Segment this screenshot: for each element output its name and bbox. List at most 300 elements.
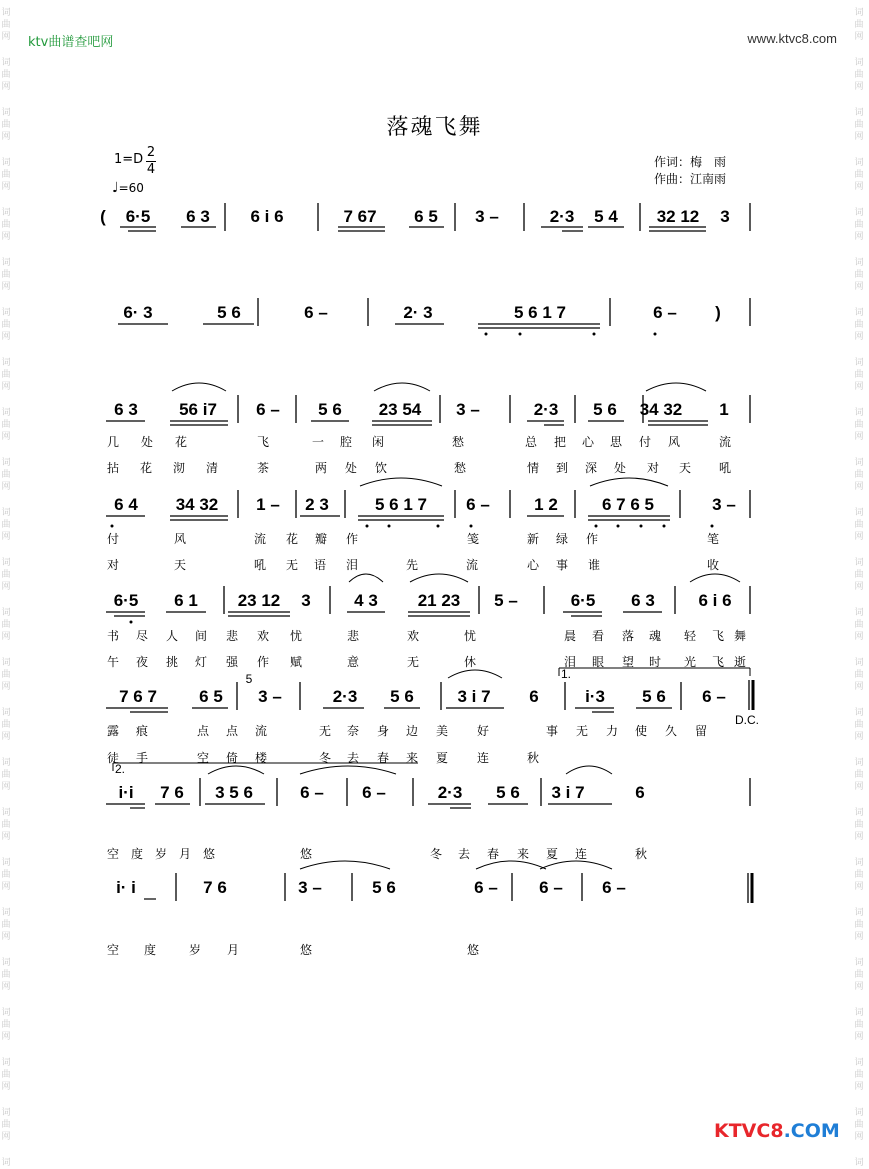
note-group: i·i (118, 783, 134, 802)
note-group: 6·5 (125, 207, 151, 226)
lyric-char: 眼 (591, 655, 605, 669)
note-group: 6 3 (186, 207, 210, 226)
lyric-char: 谁 (587, 558, 601, 572)
watermark-char: 网 (854, 682, 864, 692)
watermark-char: 词 (1, 958, 11, 968)
note-group: 34 32 (175, 495, 219, 514)
note-group: 3 i 7 (457, 687, 491, 706)
watermark-char: 网 (854, 432, 864, 442)
watermark-char: 网 (1, 632, 11, 642)
note-group: 5 6 (642, 687, 666, 706)
note-group: 6 i 6 (698, 591, 732, 610)
watermark-char: 词 (1, 108, 11, 118)
watermark-char: 网 (854, 482, 864, 492)
lyric-char: 流 (253, 532, 267, 546)
watermark-char: 词 (1, 608, 11, 618)
lyric-char: 清 (205, 461, 219, 475)
note-group: 6 4 (114, 495, 138, 514)
note-group: 1 (719, 400, 729, 419)
watermark-char: 曲 (854, 920, 864, 930)
tempo-value: =60 (118, 181, 144, 195)
lyric-char: 秋 (634, 847, 648, 861)
watermark-char: 网 (1, 682, 11, 692)
note-group: 2·3 (437, 783, 463, 802)
watermark-char: 曲 (1, 320, 11, 330)
watermark-char: 曲 (854, 770, 864, 780)
watermark-char: 曲 (854, 220, 864, 230)
lyric-char: 夜 (135, 655, 149, 669)
watermark-char: 网 (1, 1032, 11, 1042)
lyric-char: 秋 (526, 751, 540, 765)
slur (646, 383, 706, 391)
lyric-char: 春 (376, 751, 390, 765)
lyric-char: 悠 (299, 847, 313, 861)
lyric-char: 倚 (225, 751, 239, 765)
note-group: 32 12 (656, 207, 700, 226)
lyric-char: 灯 (194, 655, 208, 669)
note-group: 7 6 (203, 878, 227, 897)
watermark-char: 网 (1, 282, 11, 292)
watermark-char: 网 (1, 82, 11, 92)
note-group: 7 67 (343, 207, 377, 226)
lyric-char: 楼 (254, 751, 268, 765)
watermark-char: 曲 (1, 1120, 11, 1130)
lyric-char: 无 (318, 724, 332, 738)
watermark-char: 网 (1, 232, 11, 242)
logo-suffix: .COM (783, 1120, 840, 1142)
lyric-char: 事 (545, 724, 559, 738)
watermark-char: 曲 (1, 670, 11, 680)
lyric-char: 飞 (711, 655, 725, 669)
lyric-char: 岁 (188, 943, 202, 957)
lyric-char: 夏 (435, 751, 449, 765)
note-group: 23 12 (237, 591, 281, 610)
lyric-char: 时 (648, 655, 662, 669)
lyric-char: 尽 (135, 629, 149, 643)
watermark-char: 词 (854, 708, 864, 718)
watermark-char: 词 (1, 58, 11, 68)
watermark-char: 曲 (854, 320, 864, 330)
note-group: i· i (116, 878, 136, 897)
note-group: ) (715, 303, 721, 322)
note-group: 21 23 (417, 591, 461, 610)
lyric-char: 力 (605, 724, 619, 738)
watermark-char: 网 (854, 932, 864, 942)
watermark-char: 网 (1, 582, 11, 592)
lyric-char: 把 (553, 435, 567, 449)
watermark-char: 曲 (854, 970, 864, 980)
lyricist-credit: 作词：梅 雨 (654, 155, 727, 169)
lyric-char: 作 (345, 532, 359, 546)
watermark-char: 曲 (1, 520, 11, 530)
note-group: 6 1 (174, 591, 198, 610)
lyric-char: 强 (225, 655, 239, 669)
lyric-char: 笔 (706, 532, 720, 546)
octave-dot (654, 333, 657, 336)
watermark-char: 网 (1, 332, 11, 342)
note-group: 3 5 6 (215, 783, 253, 802)
watermark-char: 词 (1, 708, 11, 718)
watermark-char: 网 (1, 482, 11, 492)
lyric-char: 度 (143, 943, 157, 957)
watermark-char: 网 (854, 232, 864, 242)
lyric-char: 赋 (289, 655, 303, 669)
note-group: 6 – (702, 687, 726, 706)
lyric-char: 空 (106, 847, 120, 861)
note-group: 6 3 (631, 591, 655, 610)
site-url-right[interactable]: www.ktvc8.com (747, 31, 837, 46)
lyric-char: 望 (621, 655, 635, 669)
watermark-char: 词 (1, 1158, 11, 1168)
lyric-char: 情 (526, 461, 540, 475)
watermark-char: 词 (1, 808, 11, 818)
watermark-char: 网 (1, 832, 11, 842)
time-signature-top: 2 (146, 145, 156, 160)
note-group: 6 – (466, 495, 490, 514)
watermark-char: 曲 (1, 370, 11, 380)
watermark-char: 词 (854, 58, 864, 68)
watermark-char: 词 (854, 658, 864, 668)
lyric-char: 岁 (154, 847, 168, 861)
watermark-char: 网 (854, 882, 864, 892)
lyric-char: 留 (694, 724, 708, 738)
watermark-char: 词 (854, 358, 864, 368)
lyric-char: 空 (196, 751, 210, 765)
note-group: 5 6 (390, 687, 414, 706)
note-group: 6·5 (570, 591, 596, 610)
watermark-char: 词 (854, 1058, 864, 1068)
watermark-char: 曲 (854, 570, 864, 580)
lyric-char: 去 (346, 751, 360, 765)
lyric-char: 花 (139, 461, 153, 475)
watermark-char: 曲 (1, 1020, 11, 1030)
note-group: 3 i 7 (551, 783, 585, 802)
lyric-char: 处 (613, 461, 627, 475)
watermark-char: 词 (854, 1158, 864, 1168)
lyric-char: 冬 (429, 847, 443, 861)
lyric-char: 美 (435, 724, 449, 738)
lyric-char: 流 (718, 435, 732, 449)
ktvc8-logo (714, 1120, 840, 1142)
lyric-char: 笺 (466, 532, 480, 546)
watermark-char: 词 (1, 858, 11, 868)
watermark-char: 曲 (854, 820, 864, 830)
watermark-char: 词 (1, 1058, 11, 1068)
note-group: 34 32 (639, 400, 683, 419)
lyric-char: 夏 (545, 847, 559, 861)
note-group: 6 (635, 783, 645, 802)
lyric-char: 绿 (555, 532, 569, 546)
lyric-char: 书 (106, 629, 120, 643)
watermark-char: 词 (1, 158, 11, 168)
note-group: 6 – (304, 303, 328, 322)
site-name-left[interactable]: ktv曲谱查吧网 (28, 35, 114, 50)
lyric-char: 心 (526, 558, 540, 572)
slur (690, 574, 740, 582)
octave-dot (595, 525, 598, 528)
note-group: 2·3 (549, 207, 575, 226)
watermark-char: 曲 (1, 870, 11, 880)
slur (410, 574, 468, 582)
note-group: 5 6 (318, 400, 342, 419)
slur (208, 766, 264, 774)
lyric-char: 新 (526, 532, 540, 546)
watermark-char: 曲 (1, 20, 11, 30)
watermark-char: 网 (854, 782, 864, 792)
lyric-char: 悲 (225, 629, 239, 643)
watermark-char: 词 (1, 8, 11, 18)
note-group: 6· 3 (123, 303, 153, 322)
lyric-char: 饮 (374, 461, 388, 475)
lyric-char: 事 (555, 558, 569, 572)
slur (590, 478, 668, 486)
lyric-char: 拈 (106, 461, 120, 475)
note-group: 6 i 6 (250, 207, 284, 226)
lyric-char: 沏 (172, 461, 186, 475)
watermark-char: 词 (854, 208, 864, 218)
lyric-char: 光 (683, 655, 697, 669)
lyric-char: 空 (106, 943, 120, 957)
lyric-char: 腔 (339, 435, 353, 449)
note-group: 6 – (602, 878, 626, 897)
lyric-char: 点 (196, 724, 210, 738)
first-ending-label: 1. (560, 667, 572, 681)
watermark-char: 曲 (1, 270, 11, 280)
lyric-char: 风 (173, 532, 187, 546)
note-group: i·3 (585, 687, 605, 706)
watermark-char: 网 (854, 132, 864, 142)
slur (172, 383, 226, 391)
note-group: 5 – (494, 591, 518, 610)
watermark-char: 网 (1, 432, 11, 442)
watermark-char: 词 (854, 158, 864, 168)
second-ending-label: 2. (114, 762, 126, 776)
watermark-char: 曲 (1, 820, 11, 830)
watermark-char: 词 (854, 108, 864, 118)
lyric-char: 思 (609, 435, 623, 449)
watermark-char: 曲 (1, 1070, 11, 1080)
watermark-char: 网 (854, 1132, 864, 1142)
watermark-char: 曲 (1, 120, 11, 130)
watermark-char: 词 (854, 308, 864, 318)
watermark-char: 词 (1, 358, 11, 368)
lyric-char: 忧 (289, 629, 303, 643)
watermark-char: 网 (1, 182, 11, 192)
octave-dot (437, 525, 440, 528)
lyric-char: 收 (706, 558, 720, 572)
lyric-char: 无 (575, 724, 589, 738)
note-group: 5 6 1 7 (514, 303, 566, 322)
lyric-char: 点 (225, 724, 239, 738)
watermark-char: 曲 (854, 20, 864, 30)
logo-main: KTVC8 (714, 1120, 784, 1142)
lyric-char: 去 (457, 847, 471, 861)
note-group: 5 6 (217, 303, 241, 322)
watermark-char: 曲 (1, 720, 11, 730)
note-group: 4 3 (354, 591, 378, 610)
note-group: 3 – (298, 878, 322, 897)
song-title: 落魂飞舞 (386, 115, 483, 140)
note-group: 3 – (456, 400, 480, 419)
watermark-char: 词 (854, 558, 864, 568)
octave-dot (519, 333, 522, 336)
watermark-char: 网 (1, 1082, 11, 1092)
lyric-char: 语 (313, 558, 327, 572)
watermark-char: 词 (854, 1108, 864, 1118)
watermark-char: 网 (854, 332, 864, 342)
note-group: 2·3 (332, 687, 358, 706)
dc-repeat-mark: D.C. (735, 713, 759, 727)
lyric-char: 月 (226, 943, 240, 957)
note-group: 6 3 (114, 400, 138, 419)
watermark-char: 网 (854, 732, 864, 742)
watermark-char: 网 (1, 382, 11, 392)
watermark-char: 曲 (1, 570, 11, 580)
lyric-char: 意 (346, 655, 360, 669)
lyric-char: 无 (285, 558, 299, 572)
lyric-char: 处 (140, 435, 154, 449)
lyric-char: 两 (314, 461, 328, 475)
lyric-char: 月 (178, 847, 192, 861)
watermark-char: 网 (854, 832, 864, 842)
watermark-char: 曲 (1, 70, 11, 80)
note-group: 56 i7 (179, 400, 217, 419)
watermark-char: 曲 (854, 720, 864, 730)
lyric-char: 欢 (406, 629, 420, 643)
lyric-char: 天 (678, 461, 692, 475)
lyric-char: 总 (524, 435, 538, 449)
watermark-char: 词 (854, 8, 864, 18)
note-group: 5 4 (594, 207, 618, 226)
watermark-char: 词 (854, 858, 864, 868)
note-group: 3 – (258, 687, 282, 706)
lyric-char: 无 (406, 655, 420, 669)
lyric-char: 休 (463, 655, 477, 669)
lyric-char: 间 (194, 629, 208, 643)
watermark-char: 曲 (854, 120, 864, 130)
watermark-char: 曲 (854, 1020, 864, 1030)
octave-dot (111, 525, 114, 528)
slur (448, 670, 502, 678)
lyric-char: 吼 (718, 461, 732, 475)
watermark-char: 曲 (1, 620, 11, 630)
lyric-char: 流 (465, 558, 479, 572)
composer-credit: 作曲：江南雨 (654, 172, 727, 186)
watermark-char: 词 (1, 258, 11, 268)
watermark-char: 曲 (1, 970, 11, 980)
lyric-char: 愁 (451, 435, 465, 449)
lyric-char: 落 (621, 629, 635, 643)
lyric-char: 心 (581, 435, 595, 449)
watermark-char: 曲 (854, 270, 864, 280)
watermark-char: 词 (1, 308, 11, 318)
note-group: 5 6 (372, 878, 396, 897)
watermark-char: 网 (1, 532, 11, 542)
watermark-char: 网 (1, 932, 11, 942)
note-group: 6 5 (199, 687, 223, 706)
watermark-char: 词 (854, 608, 864, 618)
lyric-char: 茶 (256, 461, 270, 475)
watermark-char: 网 (1, 982, 11, 992)
watermark-char: 词 (854, 958, 864, 968)
lyric-char: 天 (173, 558, 187, 572)
lyric-char: 久 (664, 724, 678, 738)
slur (300, 861, 390, 869)
lyric-char: 悲 (346, 629, 360, 643)
lyric-char: 露 (106, 724, 120, 738)
note-group: 3 (720, 207, 730, 226)
watermark-char: 网 (854, 582, 864, 592)
watermark-char: 网 (854, 1082, 864, 1092)
note-group: 23 54 (378, 400, 422, 419)
watermark-char: 词 (1, 1108, 11, 1118)
watermark-char: 网 (1, 732, 11, 742)
lyric-char: 几 (106, 435, 120, 449)
watermark-char: 曲 (854, 420, 864, 430)
watermark-char: 曲 (854, 670, 864, 680)
watermark-char: 网 (854, 182, 864, 192)
lyric-char: 连 (476, 751, 490, 765)
watermark-char: 曲 (854, 370, 864, 380)
lyric-char: 春 (486, 847, 500, 861)
watermark-char: 词 (1, 408, 11, 418)
watermark-char: 网 (1, 132, 11, 142)
watermark-char: 网 (854, 532, 864, 542)
octave-dot (470, 525, 473, 528)
lyric-char: 冬 (318, 751, 332, 765)
lyric-char: 闲 (371, 435, 385, 449)
slur (360, 478, 442, 486)
key-signature: 1=D (114, 152, 144, 167)
lyric-char: 边 (405, 724, 419, 738)
slur (476, 861, 546, 869)
watermark-char: 曲 (854, 470, 864, 480)
lyric-char: 流 (254, 724, 268, 738)
watermark-char: 词 (1, 1008, 11, 1018)
octave-dot (593, 333, 596, 336)
lyric-char: 使 (634, 724, 648, 738)
lyric-char: 晨 (563, 629, 577, 643)
lyric-char: 飞 (256, 435, 270, 449)
lyric-char: 处 (344, 461, 358, 475)
note-group: 6 (529, 687, 539, 706)
lyric-char: 付 (638, 435, 652, 449)
slur (349, 574, 383, 582)
watermark-char: 词 (1, 758, 11, 768)
watermark-char: 词 (1, 908, 11, 918)
octave-dot (485, 333, 488, 336)
note-group: ( (100, 207, 106, 226)
watermark-char: 网 (1, 882, 11, 892)
lyric-char: 对 (646, 461, 660, 475)
watermark-char: 曲 (1, 470, 11, 480)
quarter-note-icon: ♩ (112, 180, 119, 196)
watermark-char: 曲 (1, 420, 11, 430)
lyric-char: 吼 (253, 558, 267, 572)
watermark-char: 曲 (1, 170, 11, 180)
lyric-char: 轻 (683, 629, 697, 643)
slur (540, 861, 612, 869)
watermark-char: 词 (1, 558, 11, 568)
lyric-char: 作 (256, 655, 270, 669)
lyric-char: 身 (376, 724, 390, 738)
note-group: 6·5 (113, 591, 139, 610)
watermark-char: 曲 (854, 70, 864, 80)
note-group: 3 – (712, 495, 736, 514)
lyric-char: 到 (555, 461, 569, 475)
lyric-char: 先 (405, 558, 419, 572)
lyric-char: 一 (311, 435, 325, 449)
